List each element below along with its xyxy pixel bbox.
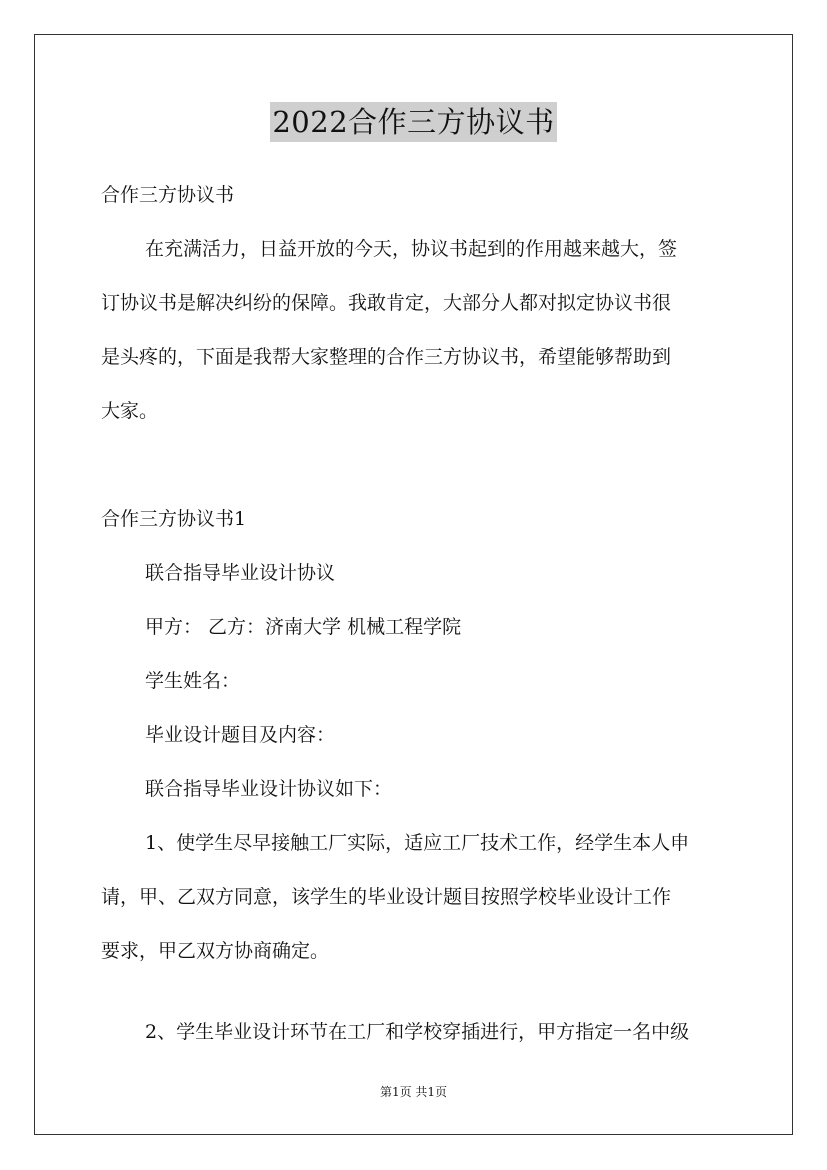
section-heading: 合作三方协议书1 xyxy=(101,508,247,530)
clause-1-line-2: 请，甲、乙双方同意，该学生的毕业设计题目按照学校毕业设计工作 xyxy=(101,886,672,908)
page-number-label: 第1页 共1页 xyxy=(379,1085,448,1099)
page-footer xyxy=(0,1084,827,1100)
clause-1-line-3: 要求，甲乙双方协商确定。 xyxy=(101,940,330,962)
student-name-label: 学生姓名： xyxy=(145,670,241,692)
document-title: 2022合作三方协议书 xyxy=(270,102,556,142)
clause-1-line-1: 1、使学生尽早接触工厂实际，适应工厂技术工作，经学生本人申 xyxy=(145,832,690,854)
intro-line-3: 是头疼的，下面是我帮大家整理的合作三方协议书，希望能够帮助到 xyxy=(101,346,672,368)
agreement-intro: 联合指导毕业设计协议如下： xyxy=(145,778,393,800)
intro-line-1: 在充满活力，日益开放的今天，协议书起到的作用越来越大，签 xyxy=(145,238,678,260)
parties-line: 甲方： 乙方：济南大学 机械工程学院 xyxy=(145,616,462,638)
intro-line-2: 订协议书是解决纠纷的保障。我敢肯定，大部分人都对拟定协议书很 xyxy=(101,292,672,314)
agreement-title: 联合指导毕业设计协议 xyxy=(145,562,336,584)
intro-line-4: 大家。 xyxy=(101,400,159,422)
document-heading: 合作三方协议书 xyxy=(101,184,235,206)
clause-2-line-1: 2、学生毕业设计环节在工厂和学校穿插进行，甲方指定一名中级 xyxy=(145,1021,690,1043)
topic-label: 毕业设计题目及内容： xyxy=(145,724,336,746)
title-container xyxy=(0,102,827,142)
